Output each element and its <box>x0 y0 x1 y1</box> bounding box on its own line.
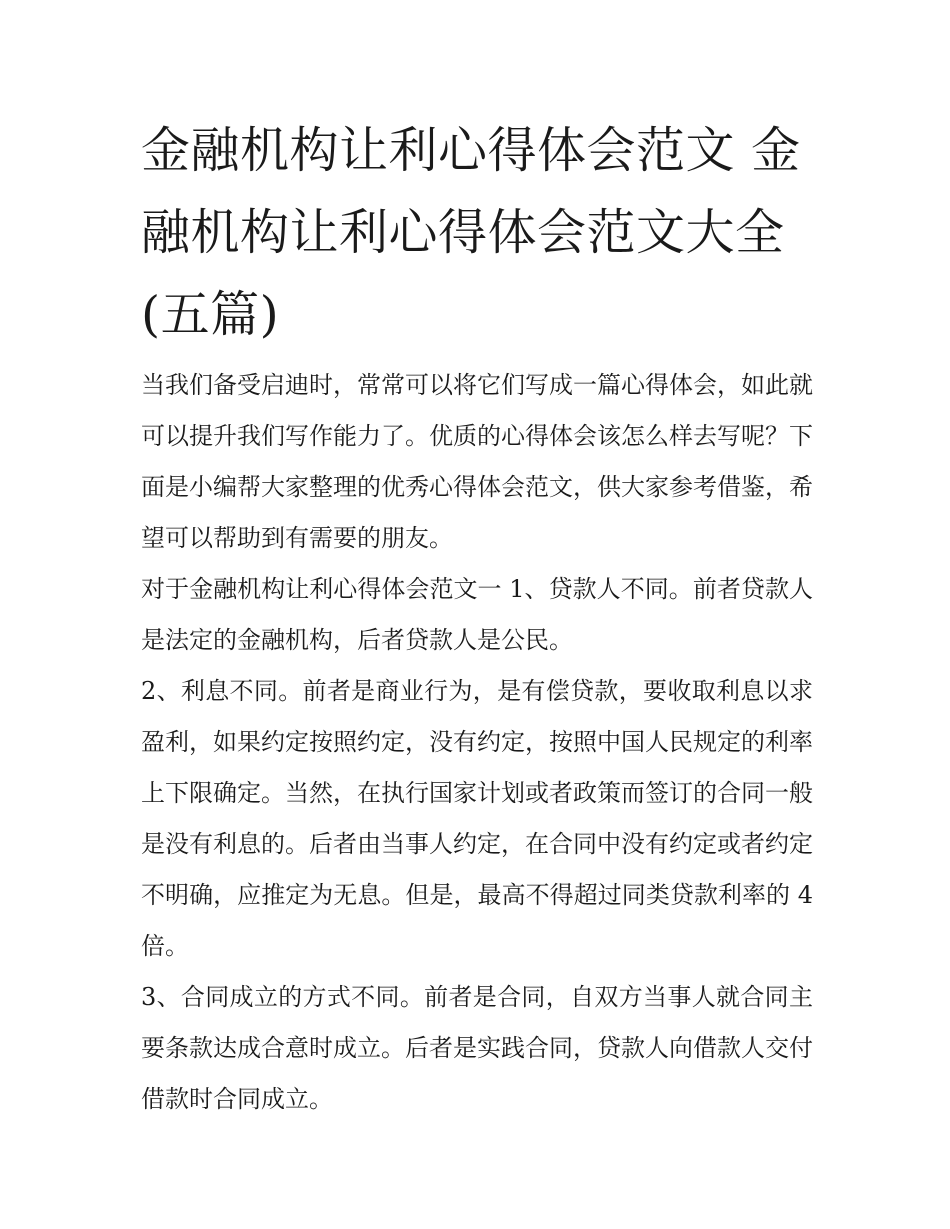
paragraph-intro: 当我们备受启迪时，常常可以将它们写成一篇心得体会，如此就可以提升我们写作能力了。优质的心得体会该怎么样去写呢？下面是小编帮大家整理的优秀心得体会范文，供大家参考借鉴，希望可以帮助到有需要的朋友。 <box>141 371 813 552</box>
document-title: 金融机构让利心得体会范文 金融机构让利心得体会范文大全(五篇) <box>141 122 801 343</box>
document-page <box>141 110 813 1125</box>
paragraph-point-2: 2、利息不同。前者是商业行为，是有偿贷款，要收取利息以求盈利，如果约定按照约定，没有约定，按照中国人民规定的利率上下限确定。当然，在执行国家计划或者政策而签订的合同一般是没有利息的。后者由当事人约定，在合同中没有约定或者约定不明确，应推定为无息。但是，最高不得超过同类贷款利率的 4 倍。 <box>141 677 813 960</box>
paragraph-point-3: 3、合同成立的方式不同。前者是合同，自双方当事人就合同主要条款达成合意时成立。后者是实践合同，贷款人向借款人交付借款时合同成立。 <box>141 983 813 1113</box>
paragraph-point-1: 对于金融机构让利心得体会范文一 1、贷款人不同。前者贷款人是法定的金融机构，后者贷款人是公民。 <box>141 575 813 654</box>
